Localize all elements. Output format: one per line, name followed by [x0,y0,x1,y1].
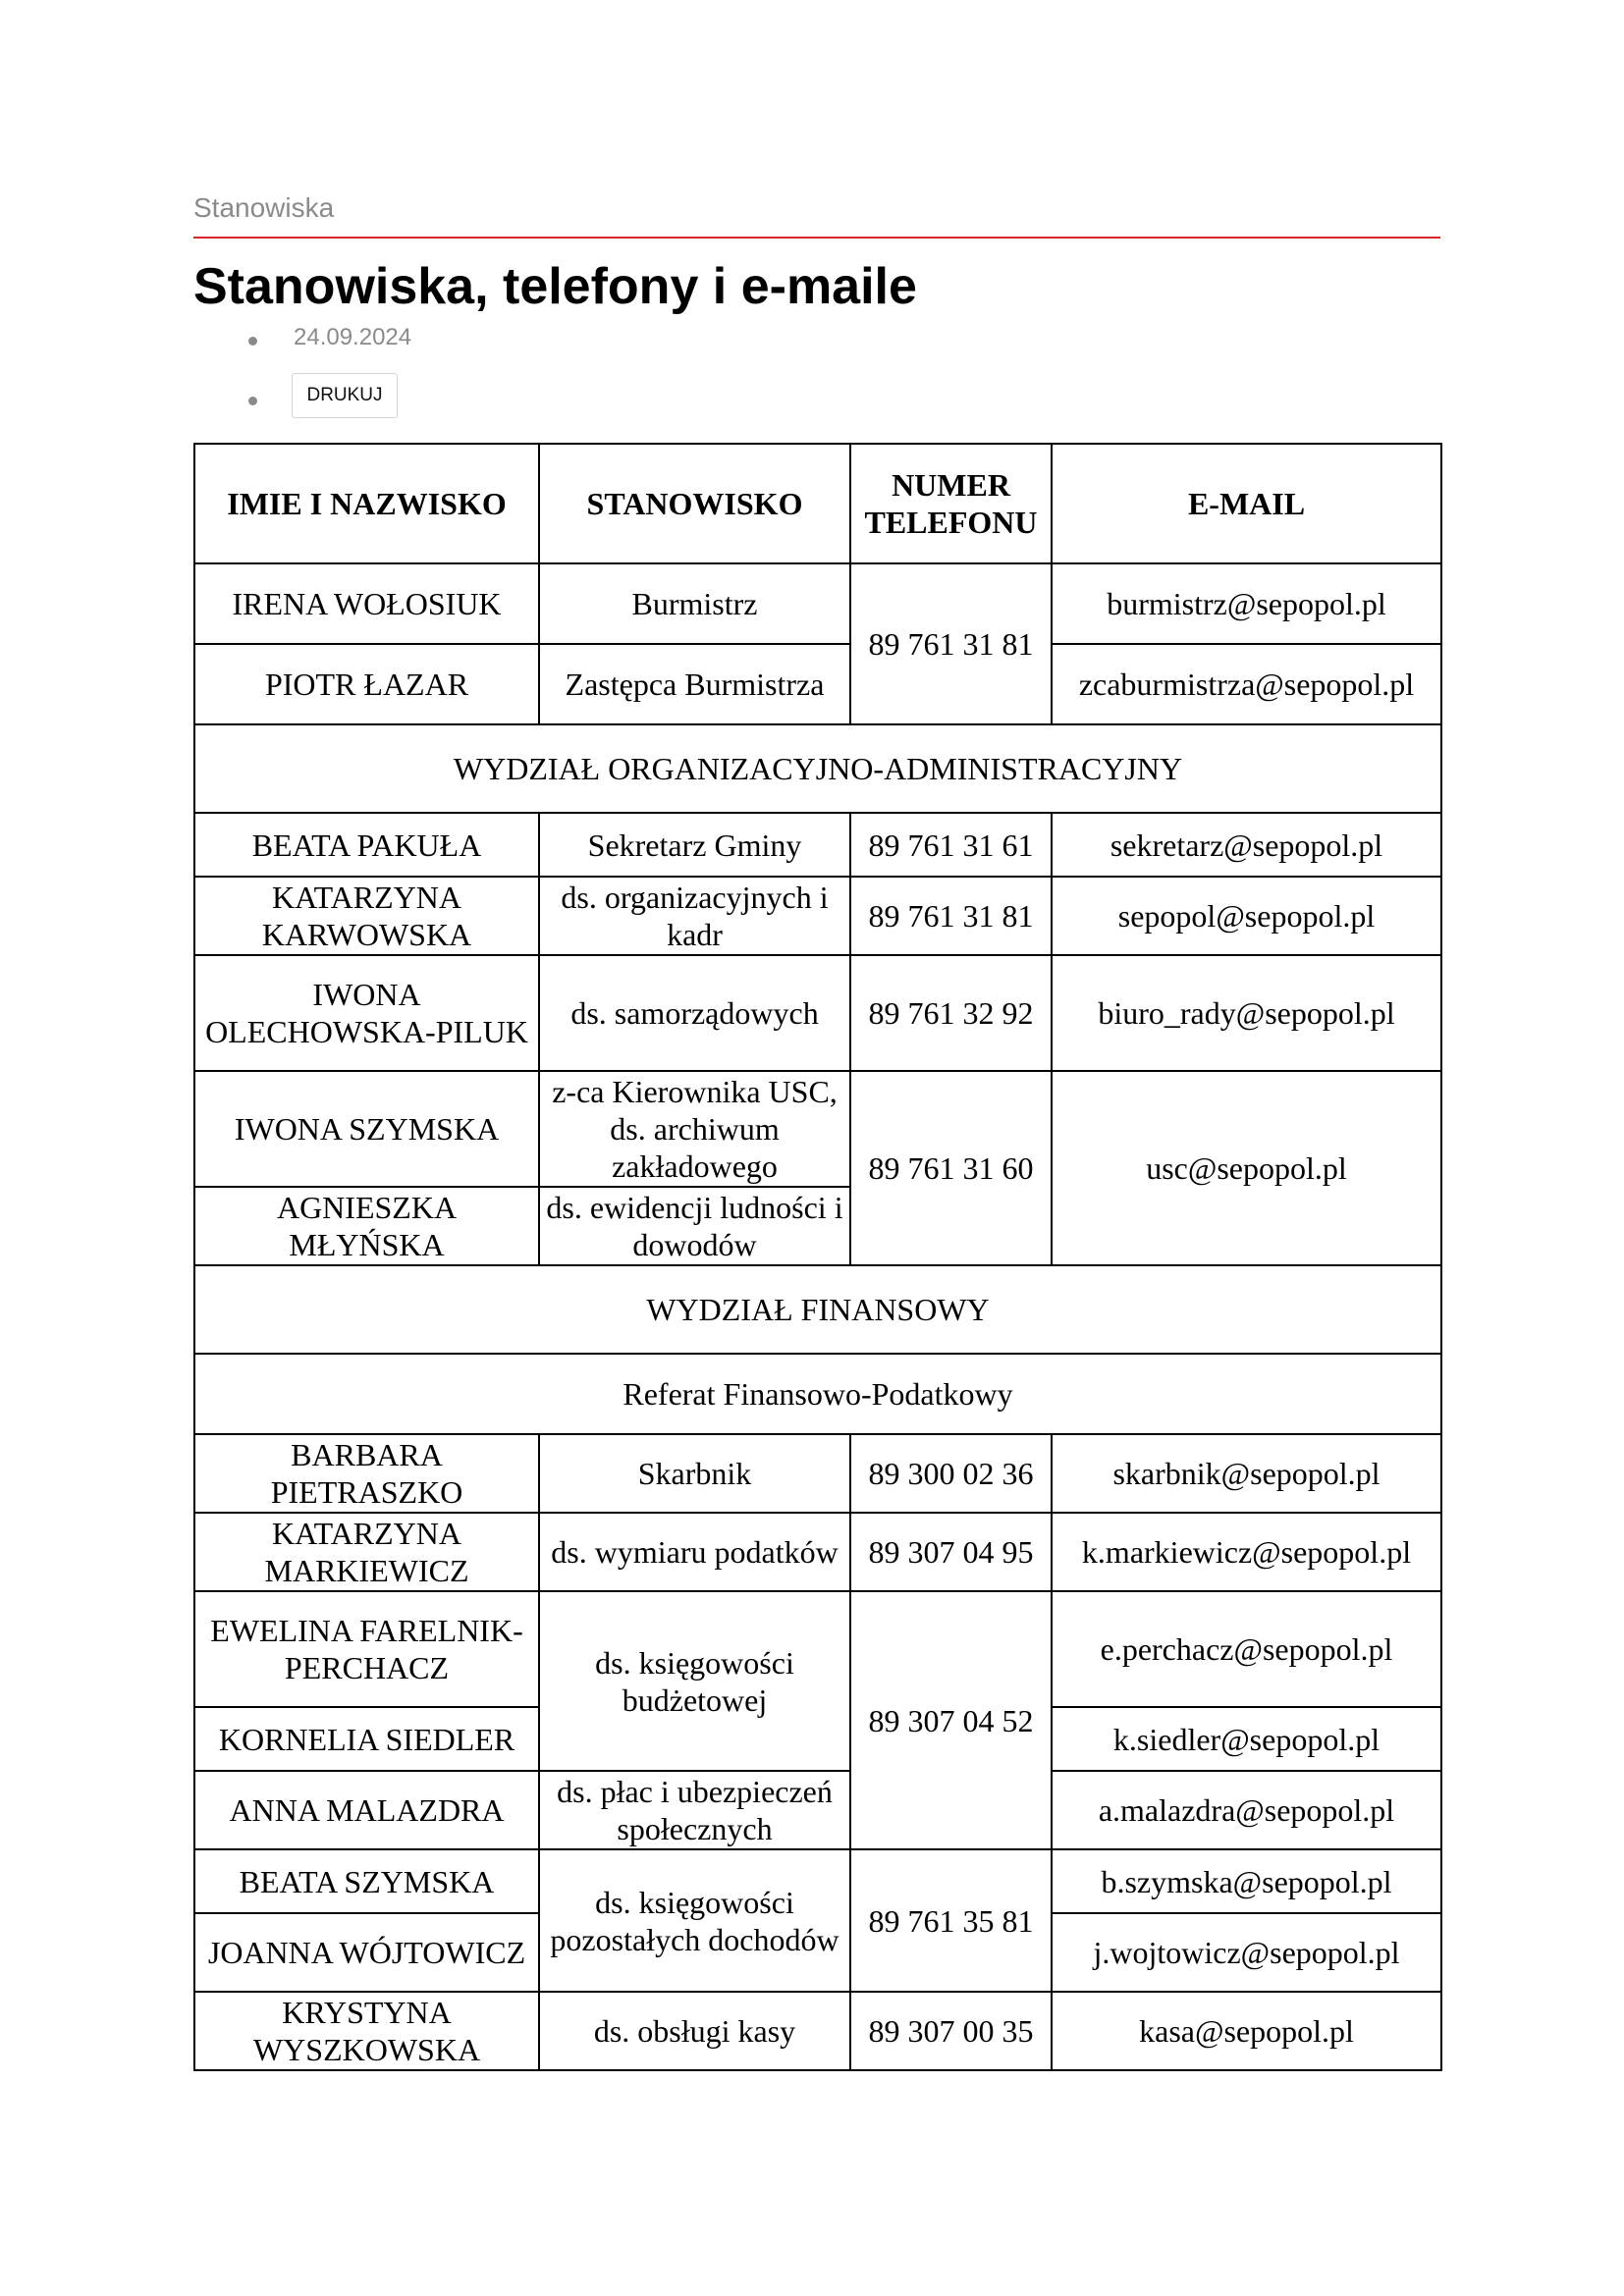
person-phone: 89 761 31 61 [850,813,1052,877]
person-position: Zastępca Burmistrza [539,644,850,724]
staff-table [193,443,1442,2071]
table-header-row [194,444,1441,563]
person-name: BARBARA PIETRASZKO [194,1434,539,1513]
section-row [194,1354,1441,1434]
table-row [194,1071,1441,1187]
person-name: BEATA PAKUŁA [194,813,539,877]
person-email[interactable]: burmistrz@sepopol.pl [1052,563,1441,644]
table-row [194,563,1441,644]
person-phone: 89 761 31 81 [850,563,1052,724]
person-email[interactable]: biuro_rady@sepopol.pl [1052,955,1441,1071]
table-row [194,1513,1441,1591]
person-position: ds. organizacyjnych i kadr [539,877,850,955]
person-name: AGNIESZKA MŁYŃSKA [194,1187,539,1265]
person-email[interactable]: sekretarz@sepopol.pl [1052,813,1441,877]
person-phone: 89 761 32 92 [850,955,1052,1071]
person-name: PIOTR ŁAZAR [194,644,539,724]
person-position: ds. wymiaru podatków [539,1513,850,1591]
person-name: ANNA MALAZDRA [194,1771,539,1849]
header-position: STANOWISKO [539,444,850,563]
section-title: WYDZIAŁ ORGANIZACYJNO-ADMINISTRACYJNY [194,724,1441,813]
person-phone: 89 761 31 60 [850,1071,1052,1265]
person-email[interactable]: a.malazdra@sepopol.pl [1052,1771,1441,1849]
person-email[interactable]: e.perchacz@sepopol.pl [1052,1591,1441,1707]
person-email[interactable]: skarbnik@sepopol.pl [1052,1434,1441,1513]
person-position: ds. samorządowych [539,955,850,1071]
person-phone: 89 761 31 81 [850,877,1052,955]
person-name: IWONA SZYMSKA [194,1071,539,1187]
person-email[interactable]: b.szymska@sepopol.pl [1052,1849,1441,1913]
category-label: Stanowiska [193,192,335,223]
subsection-title: Referat Finansowo-Podatkowy [194,1354,1441,1434]
person-position: ds. księgowości budżetowej [539,1591,850,1771]
table-row [194,644,1441,724]
person-name: KORNELIA SIEDLER [194,1707,539,1771]
person-position: ds. płac i ubezpieczeń społecznych [539,1771,850,1849]
page-title: Stanowiska, telefony i e-maile [193,258,917,315]
person-phone: 89 307 04 95 [850,1513,1052,1591]
person-name: KATARZYNA KARWOWSKA [194,877,539,955]
person-email[interactable]: sepopol@sepopol.pl [1052,877,1441,955]
person-phone: 89 761 35 81 [850,1849,1052,1992]
person-name: IWONA OLECHOWSKA-PILUK [194,955,539,1071]
person-email[interactable]: k.siedler@sepopol.pl [1052,1707,1441,1771]
person-phone: 89 300 02 36 [850,1434,1052,1513]
person-name: BEATA SZYMSKA [194,1849,539,1913]
bullet-icon [248,397,257,405]
person-phone: 89 307 00 35 [850,1992,1052,2070]
table-row [194,955,1441,1071]
person-phone: 89 307 04 52 [850,1591,1052,1849]
person-position: z-ca Kierownika USC, ds. archiwum zakładowego [539,1071,850,1187]
person-name: EWELINA FARELNIK-PERCHACZ [194,1591,539,1707]
section-row [194,724,1441,813]
header-name: IMIE I NAZWISKO [194,444,539,563]
person-position: Skarbnik [539,1434,850,1513]
table-row [194,813,1441,877]
person-name: JOANNA WÓJTOWICZ [194,1913,539,1992]
person-name: IRENA WOŁOSIUK [194,563,539,644]
bullet-icon [248,337,257,346]
divider [193,237,1440,239]
print-button[interactable]: DRUKUJ [292,373,398,418]
table-row [194,1591,1441,1707]
table-row [194,1992,1441,2070]
header-email: E-MAIL [1052,444,1441,563]
person-email[interactable]: kasa@sepopol.pl [1052,1992,1441,2070]
person-position: ds. obsługi kasy [539,1992,850,2070]
person-email[interactable]: zcaburmistrza@sepopol.pl [1052,644,1441,724]
person-email[interactable]: j.wojtowicz@sepopol.pl [1052,1913,1441,1992]
person-name: KRYSTYNA WYSZKOWSKA [194,1992,539,2070]
header-phone: NUMER TELEFONU [850,444,1052,563]
table-row [194,1434,1441,1513]
table-row [194,877,1441,955]
person-email[interactable]: usc@sepopol.pl [1052,1071,1441,1265]
table-row [194,1849,1441,1913]
person-position: ds. księgowości pozostałych dochodów [539,1849,850,1992]
person-position: Burmistrz [539,563,850,644]
section-title: WYDZIAŁ FINANSOWY [194,1265,1441,1354]
person-position: ds. ewidencji ludności i dowodów [539,1187,850,1265]
publish-date: 24.09.2024 [294,324,412,350]
person-email[interactable]: k.markiewicz@sepopol.pl [1052,1513,1441,1591]
table-row [194,1771,1441,1849]
person-position: Sekretarz Gminy [539,813,850,877]
person-name: KATARZYNA MARKIEWICZ [194,1513,539,1591]
section-row [194,1265,1441,1354]
